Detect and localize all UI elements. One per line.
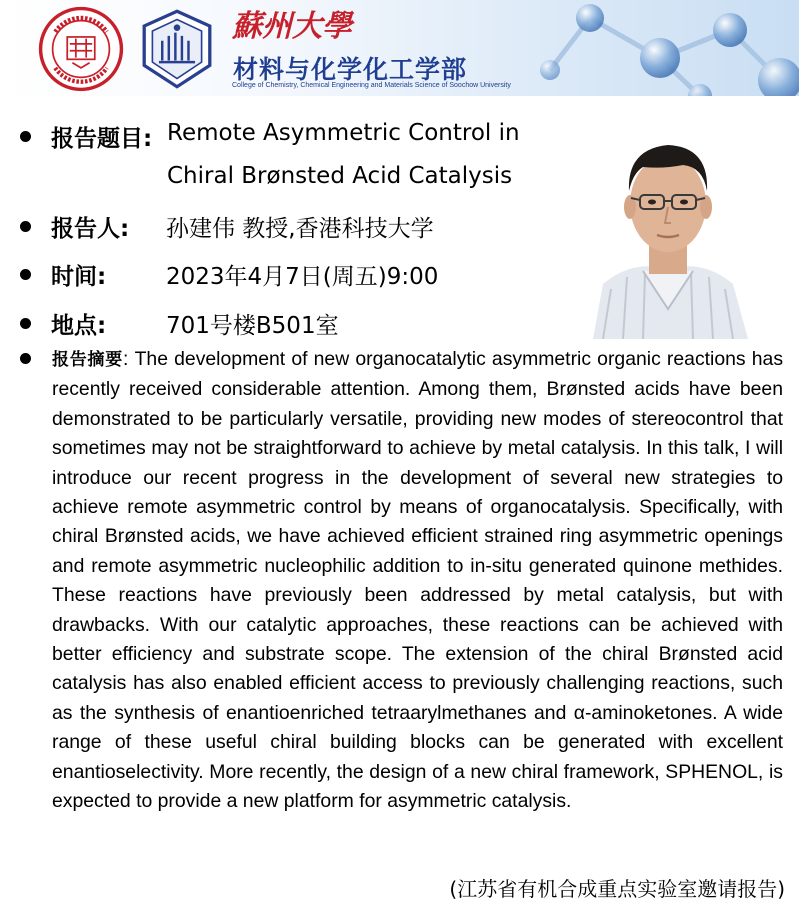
- molecule-decoration-icon: [470, 0, 799, 96]
- university-name-text: 蘇州大學: [232, 9, 352, 44]
- abstract-label: 报告摘要: [52, 350, 124, 370]
- location-label: 地点:: [51, 313, 107, 339]
- invitation-note: (江苏省有机合成重点实验室邀请报告): [449, 877, 785, 901]
- location-row: [20, 307, 339, 340]
- college-crest-logo: [136, 8, 218, 90]
- report-title-line2: Chiral Brønsted Acid Catalysis: [167, 163, 513, 189]
- report-title-line1: Remote Asymmetric Control in: [167, 120, 520, 146]
- speaker-row: [20, 210, 434, 243]
- bullet-dot-icon: [20, 131, 31, 142]
- abstract-text: : The development of new organocatalytic asymmetric organic reactions has recently received considerable attention. Among them, Brønsted acids have been demonstrated to be particularly versatile, providing new modes of stereocontrol that sometimes may not be straightforward to achieve by metal catalysis. In this talk, I will introduce our recent progress in the development of several new strategies to achieve remote asymmetric control by means of organocatalysis. Specifically, with chiral Brønsted acids, we have achieved efficient strained ring asymmetric openings and remote asymmetric nucleophilic addition to in-situ generated quinone methides. These reactions have previously been addressed by metal catalysis, but with drawbacks. With our catalytic approaches, these reactions can be achieved with better efficiency and substrate scope. The extension of the chiral Brønsted acid catalysis has also enabled efficient access to previously challenging reactions, such as the synthesis of enantioenriched tetraarylmethanes and α-aminoketones. A wide range of these useful chiral building blocks can be generated with excellent enantioselectivity. More recently, the design of a new chiral framework, SPHENOL, is expected to provide a new platform for asymmetric catalysis.: [52, 348, 784, 813]
- speaker-label: 报告人:: [51, 216, 130, 242]
- time-value: 2023年4月7日(周五)9:00: [166, 264, 439, 290]
- bullet-dot-icon: [20, 353, 31, 364]
- report-title-label: 报告题目:: [51, 126, 153, 152]
- time-label: 时间:: [51, 264, 107, 290]
- time-row: [20, 258, 438, 291]
- college-name-english: College of Chemistry, Chemical Engineering and Materials Science of Soochow University: [232, 82, 511, 89]
- abstract-paragraph: [52, 345, 783, 817]
- college-name: 材料与化学化工学部: [233, 55, 468, 84]
- bullet-dot-icon: [20, 221, 31, 232]
- bullet-dot-icon: [20, 318, 31, 329]
- university-seal-logo: [38, 6, 124, 92]
- location-value: 701号楼B501室: [166, 313, 339, 339]
- header-banner: [0, 0, 799, 96]
- speaker-photo: [583, 109, 753, 339]
- bullet-dot-icon: [20, 269, 31, 280]
- university-name-calligraphy: [232, 4, 372, 44]
- speaker-value: 孙建伟 教授,香港科技大学: [166, 216, 434, 242]
